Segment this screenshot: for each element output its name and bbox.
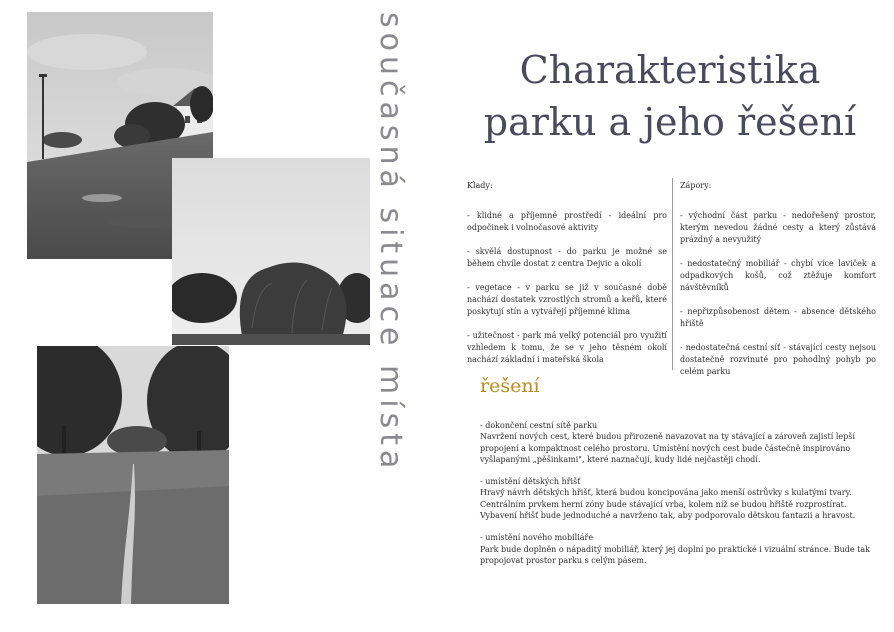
- solution-text: [480, 420, 875, 577]
- cons-header: Zápory:: [680, 181, 712, 190]
- vertical-title: současná situace místa: [373, 12, 408, 474]
- solution-section-text: Hravý návrh dětských hřišť, která budou koncipována jako menší ostrůvky s kulatými tvary. Centrálním prvkem herní zóny bude stávající vrba, kolem níž se budou hřiště rozprostírat. Vybavení hřišť bude jednoduché a navrženo tak, aby podporovalo dětskou fantazii a hravost.: [480, 488, 856, 521]
- pros-item: - vegetace - v parku se již v současné době nachází dostatek vzrostlých stromů a keřů, které poskytují stín a vytvářejí příjemné klima: [467, 283, 667, 316]
- page-title-line-2: parku a jeho řešení: [483, 100, 857, 144]
- page-title: [460, 44, 880, 148]
- solution-section-text: Navržení nových cest, které budou přirozeně navazovat na ty stávající a zároveň zajistí lepší propojení a kompaktnost celého prostoru. Umístění nových cest bude částečně inspirováno vyšlapanými „pěšinkami", které naznačují, kudy lidé nejčastěji chodí.: [480, 432, 855, 464]
- pros-item: - skvělá dostupnost - do parku je možné se během chvíle dostat z centra Dejvic a okolí: [467, 247, 667, 268]
- solution-section: [480, 532, 875, 566]
- solution-heading: řešení: [480, 375, 540, 397]
- cons-item: - východní část parku - nedořešený prostor, kterým nevedou žádné cesty a který zůstává prázdný a nevyužitý: [680, 211, 876, 244]
- solution-section-title: - dokončení cestní sítě parku: [480, 421, 598, 430]
- park-photo-willow: [172, 158, 370, 345]
- pros-item: - užitečnost - park má velký potenciál pro využití vzhledem k tomu, že se v jeho těsném okolí nachází základní i mateřská škola: [467, 331, 667, 364]
- page-title-line-1: Charakteristika: [519, 48, 821, 92]
- solution-section-title: - umístění dětských hřišť: [480, 477, 581, 487]
- park-photo-footpath: [37, 346, 229, 604]
- solution-section-text: Park bude doplněn o nápaditý mobiliář, který jej doplní po praktické i vizuální stránce. Bude tak propojovat prostor parku s celým pásem.: [480, 544, 870, 565]
- solution-section-title: - umístění nového mobiliáře: [480, 533, 594, 543]
- pros-column: [467, 180, 667, 378]
- pros-header: Klady:: [467, 181, 493, 190]
- solution-section: [480, 476, 875, 521]
- cons-item: - nedostatečný mobiliář - chybí více laviček a odpadkových košů, což ztěžuje komfort návštěvníků: [680, 259, 876, 292]
- solution-section: [480, 420, 875, 465]
- column-divider: [672, 178, 673, 370]
- cons-column: [680, 180, 876, 390]
- cons-item: - nedostatečná cestní síť - stávající cesty nejsou dostatečně rozvinuté pro pohodlný pohyb po celém parku: [680, 343, 876, 376]
- pros-item: - klidné a příjemné prostředí - ideální pro odpočinek i volnočasové aktivity: [467, 211, 667, 232]
- cons-item: - nepřizpůsobenost dětem - absence dětského hřiště: [680, 307, 876, 328]
